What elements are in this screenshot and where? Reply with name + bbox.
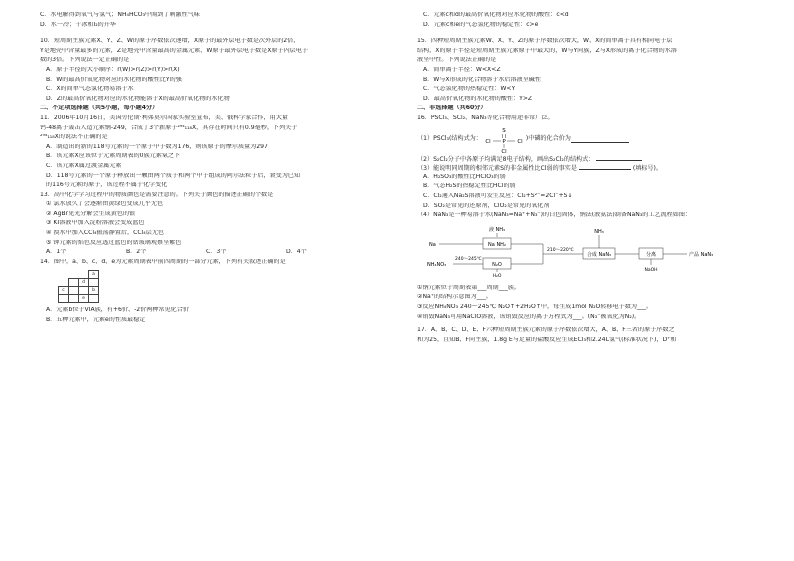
q13-item-3: ③ KI溶液中加入淀粉溶液会变成蓝色 bbox=[46, 220, 145, 227]
struct-bottom: Cl bbox=[501, 148, 507, 154]
q16-p1-prefix: （1）PSCl₃(结构式为： bbox=[417, 135, 482, 143]
cell-c: c bbox=[59, 287, 69, 295]
q10-option-b: B．W的最高价氧化物对应的水化物的酸性比Y的强 bbox=[46, 76, 182, 83]
q16-part-2 bbox=[417, 155, 769, 165]
left-column bbox=[40, 12, 392, 327]
q11-option-c: C．该元素X属过渡金属元素 bbox=[46, 162, 122, 169]
q15-option-b: B．W与X形成的化合物溶于水后溶液呈碱性 bbox=[423, 76, 541, 83]
q16-part-1 bbox=[417, 125, 769, 155]
q13-choice-c: C．3个 bbox=[206, 249, 227, 256]
q15-stem-3: 液呈中性。下列说法正确的是 bbox=[417, 57, 497, 64]
q11-option-a: A．制造出的新的118号元素的一个原子中子数为176，则该原子的摩尔质量为297 bbox=[46, 143, 268, 150]
struct-center: P bbox=[502, 138, 506, 145]
q14-option-d: D．元素c和e的气态氢化物的稳定性：c>e bbox=[423, 21, 539, 28]
cell-b: b bbox=[89, 287, 99, 295]
q16-sub-1: ①钠元素位于周期表第___周期___族。 bbox=[417, 284, 520, 291]
q15-option-d: D．最高价氧化物的水化物的酸性：Y>Z bbox=[423, 95, 533, 102]
q11-option-b: B．该元素X应该位于元素周期表的0族元素氡之下 bbox=[46, 153, 181, 160]
q10-stem-3: 数的3倍。下列说法一定正确的是 bbox=[40, 57, 130, 64]
q13-choice-b: B．2个 bbox=[126, 249, 147, 256]
q13-item-1: ① 氯水放久了会逐渐由黄绿色变成几乎无色 bbox=[46, 201, 164, 208]
q11-stem-3: ²⁹⁴₁₁₈X的说法不正确的是 bbox=[40, 134, 108, 141]
q13-stem: 13．高中化学学习过程中的物质颜色是需要注意的。下列关于颜色的描述正确的个数是 bbox=[40, 191, 274, 198]
q13-item-5: ⑤ 钾元素的焰色反应透过蓝色的钴玻璃观察呈紫色 bbox=[46, 239, 182, 246]
process-flow-diagram bbox=[425, 225, 755, 277]
flow-naoh: NaOH bbox=[644, 267, 658, 273]
q13-item-2: ② AgBr见光分解会生成黄色的银 bbox=[46, 210, 136, 217]
pscl3-structure bbox=[482, 126, 526, 154]
q13-choice-a: A．1个 bbox=[46, 249, 67, 256]
q11-stem-2: 钙-48离子轰击人造元素锎-249，合成了3个新原子²⁹⁴₁₁₈X，其存在时间只有0.9毫秒。下列关于 bbox=[40, 124, 298, 131]
text-line: D．水一冷；干冰和I₂的升华 bbox=[40, 21, 116, 28]
flow-nh3: NH₃ bbox=[594, 228, 604, 235]
flow-na: Na bbox=[429, 241, 436, 248]
periodic-table-fragment bbox=[58, 270, 99, 303]
q16-stem: 16．PSCl₃、SCl₂、NaN₃等化合物用途非常广泛。 bbox=[417, 114, 554, 121]
q16-p3-option-d: D．SO₂是常见的还原剂，ClO₂是常见的氧化剂 bbox=[423, 202, 550, 209]
answer-blank[interactable] bbox=[596, 155, 642, 161]
q16-p3-suffix: (填标号)。 bbox=[632, 165, 662, 173]
q16-p3-option-b: B．气态H₂S的热稳定性比HCl的弱 bbox=[423, 183, 516, 190]
q15-option-a: A．简单离子半径：W<X<Z bbox=[423, 66, 501, 73]
q10-stem-2: Y是地壳中含量最多的元素，Z是地壳中含量最高的金属元素，W原子最外层电子数是X原子内层电子 bbox=[40, 47, 308, 54]
question-14 bbox=[40, 259, 392, 327]
q13-choices bbox=[40, 249, 392, 259]
question-17 bbox=[417, 327, 769, 346]
q15-stem-1: 15．四种短周期主族元素W、X、Y、Z的原子序数依次增大，W、X的简单离子具有相同电子层 bbox=[417, 38, 673, 45]
flow-box3-label: 合成 NaN₃ bbox=[586, 251, 612, 258]
q11-stem-1: 11．2006年10月16日，美国劳伦斯·利弗莫尔国家实验室宣布，美、俄科学家合作，用大量 bbox=[40, 114, 288, 121]
q14-stem: 14．图中，a、b、c、d、e为元素周期表中前四周期的一部分元素，下列有关叙述正确的是 bbox=[40, 258, 286, 265]
flow-nh3-liquid: 液 NH₃ bbox=[488, 226, 506, 233]
q16-sub-2: ②Na⁺的结构示意图为___。 bbox=[417, 294, 492, 301]
question-16 bbox=[417, 115, 769, 323]
q15-stem-2: 结构，X的原子半径是短周期主族元素原子中最大的，W与Y同族，Z与X形成的离子化合物的水溶 bbox=[417, 47, 677, 54]
answer-blank[interactable] bbox=[579, 164, 631, 170]
q16-part-4: （4）NaN₃是一种易溶于水(NaN₃=Na⁺+N₃⁻)的白色固体，钠法(液氨法)制备NaN₃的工艺流程如图： bbox=[417, 212, 692, 219]
question-13 bbox=[40, 192, 392, 259]
q16-p3-text: （3）能说明同周期的相邻元素S的非金属性比Cl弱的事实是 bbox=[417, 165, 577, 173]
right-column bbox=[417, 12, 769, 346]
q11-option-d-cont: 的116号元素的原子，该过程不属于化学变化 bbox=[46, 182, 168, 189]
flow-box1-label: Na NH₂ bbox=[488, 241, 506, 248]
q10-stem-1: 10．短周期主族元素X、Y、Z、W的原子序数依次递增，X原子的最外层电子数是次外层的2倍， bbox=[40, 38, 300, 45]
q16-part-3 bbox=[417, 164, 769, 174]
cell-d: d bbox=[79, 279, 89, 287]
q13-choice-d: D．4个 bbox=[286, 249, 307, 256]
q16-p1-suffix: )中磷的化合价为 bbox=[525, 135, 571, 143]
q11-option-d: D．118号元素的一个原子释放出一颗由两个质子和两个中子组成的阿尔法粒子后，衰变为已知 bbox=[46, 172, 300, 179]
struct-right: Cl bbox=[517, 138, 523, 145]
q16-sub-3: ③反应NH₄NO₃ 240～245℃ N₂O↑+2H₂O↑中，每生成1mol N₂O转移电子数为___。 bbox=[417, 303, 653, 310]
q16-p3-option-c: C．Cl₂通入Na₂S溶液可发生反应：Cl₂+S²⁻=2Cl⁻+S↓ bbox=[423, 192, 573, 199]
question-10 bbox=[40, 38, 392, 105]
flow-box2-label: N₂O bbox=[492, 261, 502, 268]
flow-temp2: 210～220℃ bbox=[547, 247, 574, 253]
q10-option-a: A．原子半径的大小顺序：r(W)>r(Z)>r(Y)>r(X) bbox=[46, 66, 180, 73]
q10-option-d: D．Z的最高价氧化物对应的水化物能溶于X的最高价氧化物的水化物 bbox=[46, 95, 230, 102]
flow-box4-label: 分离 bbox=[645, 251, 657, 258]
flow-product: 产品 NaN₃ bbox=[689, 251, 714, 258]
section-heading: 二、不定项选择题（共5小题，每小题4分） bbox=[40, 105, 159, 112]
flow-h2o: H₂O bbox=[492, 273, 502, 277]
q16-p3-option-a: A．H₂SO₃的酸性比HClO₃的弱 bbox=[423, 173, 506, 180]
q17-stem-2: 和为25，且知B、F同主族，1.8g E与足量的盐酸反应生成ECl₃和2.24L氢气(标准状况下)，D⁺和 bbox=[417, 336, 677, 343]
q16-p2-text: （2）S₂Cl₂分子中各原子均满足8电子结构，画出S₂Cl₂的结构式： bbox=[417, 155, 595, 163]
q13-item-4: ④ 溴水中加入CCl₄振荡静置后，CCl₄层无色 bbox=[46, 230, 165, 237]
text-line: C．水电解得到氧气与氢气；NH₄HCO₃中闻到了刺激性气味 bbox=[40, 12, 200, 18]
answer-blank[interactable] bbox=[571, 137, 629, 143]
q15-option-c: C．气态氢化物的热稳定性：W<Y bbox=[423, 86, 516, 93]
q10-option-c: C．X的简单气态氢化物易溶于水 bbox=[46, 86, 134, 93]
question-11 bbox=[40, 115, 392, 192]
section-heading: 二、非选择题（共60分） bbox=[417, 105, 487, 112]
cell-a: a bbox=[89, 271, 99, 279]
q17-stem-1: 17．A、B、C、D、E、F六种短周期主族元素的原子序数依次增大，A、B、F三者的原子序数之 bbox=[417, 327, 675, 334]
question-15 bbox=[417, 38, 769, 105]
q14-option-b: B．五种元素中，元素e的性质最稳定 bbox=[46, 317, 146, 324]
q14-option-a: A．元素b位于VIA族，有+6价、-2价两种常见化合价 bbox=[46, 307, 189, 314]
q14-option-c: C．元素c和d的最高价氧化物对应水化物的酸性：c<d bbox=[423, 12, 569, 18]
flow-nh4no3: NH₄NO₃ bbox=[427, 261, 447, 268]
cell-e: e bbox=[79, 295, 89, 303]
struct-left: Cl bbox=[485, 138, 491, 145]
q16-sub-4: ④销毁NaN₃可用NaClO溶液，该销毁反应的离子方程式为___。(N₃⁻被氧化为N₂)。 bbox=[417, 313, 641, 320]
struct-top: S bbox=[502, 127, 506, 134]
flow-temp1: 240～245℃ bbox=[455, 256, 482, 262]
